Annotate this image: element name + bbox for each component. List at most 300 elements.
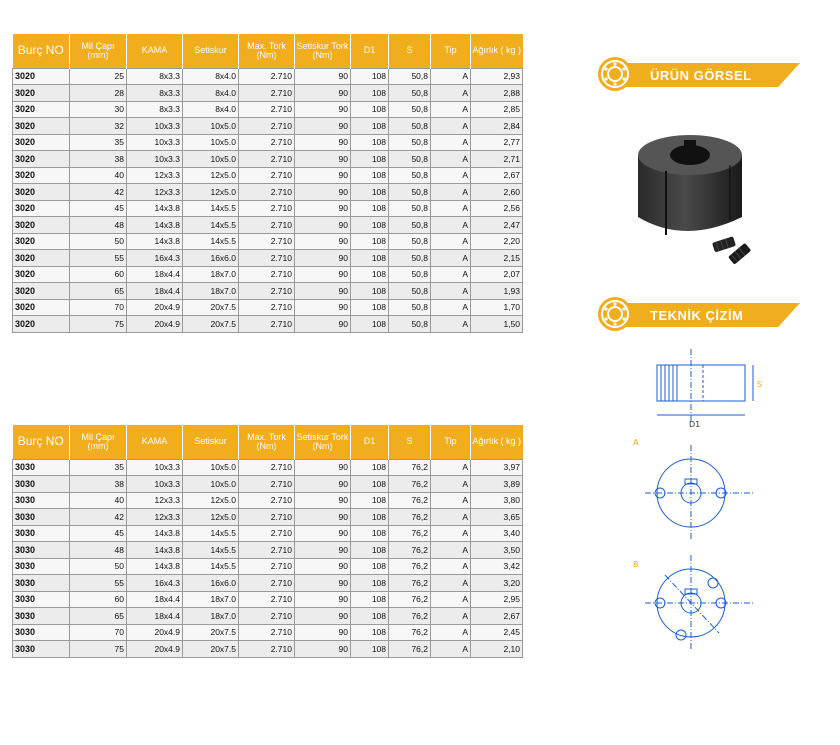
table-cell: 14x3.8 (127, 217, 183, 234)
table-cell: 16x6.0 (183, 250, 239, 267)
table-cell: 1,93 (471, 283, 523, 300)
table-cell: 2.710 (239, 316, 295, 333)
table-cell: 25 (70, 68, 127, 85)
table-cell: A (431, 591, 471, 608)
table-cell: 2.710 (239, 68, 295, 85)
table-cell: 50,8 (389, 167, 431, 184)
table-cell: 3020 (13, 217, 70, 234)
table-cell: 3,50 (471, 542, 523, 559)
table-cell: A (431, 250, 471, 267)
table-cell: 50,8 (389, 118, 431, 135)
table-row (13, 250, 523, 267)
table-cell: 14x3.8 (127, 525, 183, 542)
table-cell: 12x3.3 (127, 509, 183, 526)
table-cell: 38 (70, 151, 127, 168)
table-row (13, 118, 523, 135)
table-cell: 12x3.3 (127, 184, 183, 201)
table-cell: 20x4.9 (127, 624, 183, 641)
table-row (13, 200, 523, 217)
table-cell: 38 (70, 476, 127, 493)
table-cell: 108 (351, 85, 389, 102)
table-cell: 90 (295, 266, 351, 283)
table-cell: 20x7.5 (183, 641, 239, 658)
table-cell: 108 (351, 118, 389, 135)
table-cell: 76,2 (389, 492, 431, 509)
table-cell: 90 (295, 151, 351, 168)
table-body (13, 68, 523, 332)
table-cell: 2.710 (239, 184, 295, 201)
table-cell: 2.710 (239, 591, 295, 608)
table-cell: 90 (295, 492, 351, 509)
table-cell: 3,80 (471, 492, 523, 509)
table-cell: 1,50 (471, 316, 523, 333)
table-cell: 50,8 (389, 217, 431, 234)
table-row (13, 608, 523, 625)
table-cell: 75 (70, 641, 127, 658)
table-cell: 3,42 (471, 558, 523, 575)
table-cell: 76,2 (389, 608, 431, 625)
table-cell: 14x5.5 (183, 542, 239, 559)
table-cell: 3020 (13, 299, 70, 316)
table-cell: 90 (295, 299, 351, 316)
table-cell: 90 (295, 250, 351, 267)
table-cell: 108 (351, 624, 389, 641)
table-cell: 14x5.5 (183, 200, 239, 217)
table-cell: 108 (351, 233, 389, 250)
table-cell: 2.710 (239, 266, 295, 283)
table-row (13, 558, 523, 575)
table-cell: 90 (295, 641, 351, 658)
table-cell: A (431, 476, 471, 493)
table-cell: 50,8 (389, 200, 431, 217)
table-cell: 2,71 (471, 151, 523, 168)
table-cell: 76,2 (389, 641, 431, 658)
table-cell: 12x5.0 (183, 184, 239, 201)
table-cell: 90 (295, 459, 351, 476)
table-cell: 10x3.3 (127, 476, 183, 493)
table-cell: 76,2 (389, 624, 431, 641)
column-header: Tip (431, 34, 471, 68)
table-cell: 48 (70, 217, 127, 234)
table-row (13, 492, 523, 509)
column-header: KAMA (127, 425, 183, 459)
table-cell: 3020 (13, 151, 70, 168)
table-cell: A (431, 575, 471, 592)
table-cell: 3,65 (471, 509, 523, 526)
table-cell: 3030 (13, 624, 70, 641)
table-cell: 55 (70, 575, 127, 592)
table-cell: 2,95 (471, 591, 523, 608)
table-row (13, 509, 523, 526)
table-cell: 108 (351, 134, 389, 151)
table-cell: 90 (295, 542, 351, 559)
table-cell: A (431, 459, 471, 476)
table-cell: 18x4.4 (127, 266, 183, 283)
product-table-3030 (12, 425, 523, 658)
table-cell: 10x5.0 (183, 151, 239, 168)
table-cell: 2.710 (239, 525, 295, 542)
technical-drawing (625, 343, 775, 653)
table-cell: 3030 (13, 608, 70, 625)
table-cell: 45 (70, 200, 127, 217)
table-cell: A (431, 200, 471, 217)
column-header: Setiskur Tork (Nm) (295, 425, 351, 459)
table-cell: 108 (351, 641, 389, 658)
table-cell: 16x4.3 (127, 250, 183, 267)
table-cell: 14x3.8 (127, 542, 183, 559)
bearing-icon (598, 57, 632, 91)
column-header: D1 (351, 34, 389, 68)
column-header: KAMA (127, 34, 183, 68)
table-cell: 3030 (13, 476, 70, 493)
table-cell: 108 (351, 167, 389, 184)
table-cell: 16x4.3 (127, 575, 183, 592)
table-cell: 20x4.9 (127, 641, 183, 658)
table-cell: A (431, 151, 471, 168)
table-cell: 42 (70, 509, 127, 526)
table-cell: 3030 (13, 575, 70, 592)
table-cell: 3020 (13, 134, 70, 151)
d1-label: D1 (689, 420, 701, 429)
bearing-icon (598, 297, 632, 331)
table-cell: 35 (70, 459, 127, 476)
table-cell: 76,2 (389, 509, 431, 526)
table-cell: 2,67 (471, 167, 523, 184)
table-cell: 20x7.5 (183, 316, 239, 333)
table-cell: A (431, 316, 471, 333)
table-cell: 76,2 (389, 575, 431, 592)
table-cell: 108 (351, 283, 389, 300)
view-b-label: B (633, 560, 639, 569)
table-cell: 76,2 (389, 525, 431, 542)
table-cell: 108 (351, 542, 389, 559)
table-cell: 2.710 (239, 85, 295, 102)
table-cell: 14x5.5 (183, 233, 239, 250)
table-cell: 2,10 (471, 641, 523, 658)
table-cell: 3030 (13, 558, 70, 575)
table-cell: 2.710 (239, 476, 295, 493)
table-cell: 2,15 (471, 250, 523, 267)
column-header: Burç NO (13, 425, 70, 459)
table-cell: 90 (295, 167, 351, 184)
table-cell: 3020 (13, 200, 70, 217)
table-cell: 50,8 (389, 250, 431, 267)
table-cell: 28 (70, 85, 127, 102)
table-cell: 18x4.4 (127, 608, 183, 625)
table-cell: A (431, 266, 471, 283)
table-cell: 108 (351, 184, 389, 201)
table-cell: 40 (70, 167, 127, 184)
table-cell: 10x5.0 (183, 134, 239, 151)
table-cell: A (431, 608, 471, 625)
table-cell: 3020 (13, 167, 70, 184)
table-cell: 35 (70, 134, 127, 151)
table-cell: 30 (70, 101, 127, 118)
s-label: S (757, 380, 763, 389)
table-row (13, 459, 523, 476)
table-header-row (13, 34, 523, 68)
table-cell: 50,8 (389, 283, 431, 300)
table-cell: 108 (351, 591, 389, 608)
table-cell: 90 (295, 85, 351, 102)
table-cell: 10x5.0 (183, 118, 239, 135)
table-cell: 2.710 (239, 250, 295, 267)
table-cell: 8x4.0 (183, 85, 239, 102)
table-row (13, 299, 523, 316)
table-cell: 65 (70, 283, 127, 300)
table-cell: 50 (70, 558, 127, 575)
table-cell: 2,45 (471, 624, 523, 641)
table-cell: 12x3.3 (127, 492, 183, 509)
table-cell: 10x3.3 (127, 151, 183, 168)
table-cell: 8x4.0 (183, 68, 239, 85)
column-header: S (389, 425, 431, 459)
table-cell: 18x7.0 (183, 608, 239, 625)
table-row (13, 217, 523, 234)
table-cell: 10x3.3 (127, 134, 183, 151)
table-cell: A (431, 68, 471, 85)
table-cell: 40 (70, 492, 127, 509)
table-cell: 3020 (13, 85, 70, 102)
table-body (13, 459, 523, 657)
column-header: Mil Çapı (mm) (70, 34, 127, 68)
table-cell: 70 (70, 624, 127, 641)
table-cell: 90 (295, 591, 351, 608)
table-cell: 3020 (13, 184, 70, 201)
table-cell: 50,8 (389, 134, 431, 151)
table-cell: 8x3.3 (127, 68, 183, 85)
table-cell: 2,56 (471, 200, 523, 217)
table-cell: 3020 (13, 101, 70, 118)
table-cell: 50,8 (389, 299, 431, 316)
table-cell: 3,89 (471, 476, 523, 493)
table-cell: 2.710 (239, 492, 295, 509)
table-cell: A (431, 492, 471, 509)
table-row (13, 151, 523, 168)
table-cell: 50,8 (389, 85, 431, 102)
table-cell: 3,97 (471, 459, 523, 476)
table-cell: 90 (295, 624, 351, 641)
table-cell: 90 (295, 316, 351, 333)
table-cell: 2.710 (239, 558, 295, 575)
table-cell: 108 (351, 575, 389, 592)
column-header: Mil Çapı (mm) (70, 425, 127, 459)
table-cell: 18x7.0 (183, 283, 239, 300)
table-cell: 14x5.5 (183, 558, 239, 575)
table-row (13, 591, 523, 608)
table-cell: 76,2 (389, 558, 431, 575)
table-cell: 2,67 (471, 608, 523, 625)
table-cell: A (431, 558, 471, 575)
table-cell: 76,2 (389, 542, 431, 559)
table-cell: A (431, 85, 471, 102)
table-row (13, 68, 523, 85)
table-cell: 3030 (13, 542, 70, 559)
table-cell: 108 (351, 608, 389, 625)
table-cell: 12x5.0 (183, 492, 239, 509)
table-cell: 2.710 (239, 134, 295, 151)
table-cell: A (431, 509, 471, 526)
table-cell: 70 (70, 299, 127, 316)
table-cell: 2.710 (239, 217, 295, 234)
table-cell: 8x3.3 (127, 85, 183, 102)
product-table-3020 (12, 34, 523, 333)
table-row (13, 266, 523, 283)
table-cell: A (431, 641, 471, 658)
table-cell: 8x4.0 (183, 101, 239, 118)
table-cell: 50,8 (389, 68, 431, 85)
table-cell: 3030 (13, 591, 70, 608)
table-cell: 65 (70, 608, 127, 625)
table-cell: 2.710 (239, 608, 295, 625)
column-header: Ağırlık ( kg ) (471, 425, 523, 459)
table-cell: 90 (295, 68, 351, 85)
table-cell: 48 (70, 542, 127, 559)
table-cell: 2.710 (239, 299, 295, 316)
table-cell: 90 (295, 525, 351, 542)
table-cell: 50,8 (389, 184, 431, 201)
table-cell: A (431, 101, 471, 118)
table-cell: 108 (351, 525, 389, 542)
table-cell: 3020 (13, 250, 70, 267)
column-header: Setiskur Tork (Nm) (295, 34, 351, 68)
table-cell: 2.710 (239, 509, 295, 526)
table-cell: 3,40 (471, 525, 523, 542)
table-cell: 16x6.0 (183, 575, 239, 592)
table-cell: 108 (351, 101, 389, 118)
table-cell: 42 (70, 184, 127, 201)
product-image-banner (598, 57, 803, 91)
table-cell: 3020 (13, 68, 70, 85)
table-cell: A (431, 134, 471, 151)
table-cell: 20x4.9 (127, 299, 183, 316)
table-cell: 20x4.9 (127, 316, 183, 333)
table-cell: 108 (351, 266, 389, 283)
table-cell: 108 (351, 316, 389, 333)
table-cell: A (431, 184, 471, 201)
table-cell: 90 (295, 217, 351, 234)
table-row (13, 184, 523, 201)
table-cell: 108 (351, 476, 389, 493)
table-cell: A (431, 217, 471, 234)
table-row (13, 134, 523, 151)
table-cell: 108 (351, 68, 389, 85)
table-cell: 2,60 (471, 184, 523, 201)
table-cell: 3,20 (471, 575, 523, 592)
table-cell: 108 (351, 492, 389, 509)
view-a-label: A (633, 438, 639, 447)
table-cell: 10x5.0 (183, 476, 239, 493)
table-cell: 108 (351, 558, 389, 575)
table-cell: 76,2 (389, 591, 431, 608)
table-cell: 50 (70, 233, 127, 250)
table-cell: 14x5.5 (183, 217, 239, 234)
table-cell: 45 (70, 525, 127, 542)
table-header-row (13, 425, 523, 459)
column-header: Max. Tork (Nm) (239, 425, 295, 459)
table-cell: 2,84 (471, 118, 523, 135)
table-cell: 90 (295, 608, 351, 625)
table-cell: 14x3.8 (127, 200, 183, 217)
table-cell: 90 (295, 118, 351, 135)
table-cell: 3030 (13, 641, 70, 658)
table-row (13, 624, 523, 641)
table-cell: 108 (351, 200, 389, 217)
table-cell: 2.710 (239, 200, 295, 217)
table-cell: 2.710 (239, 233, 295, 250)
table-cell: 12x3.3 (127, 167, 183, 184)
table-cell: 2,88 (471, 85, 523, 102)
table-cell: 20x7.5 (183, 624, 239, 641)
column-header: Setiskur (183, 425, 239, 459)
table-cell: 3030 (13, 492, 70, 509)
table-cell: 3020 (13, 233, 70, 250)
table-cell: 18x7.0 (183, 266, 239, 283)
table-cell: 75 (70, 316, 127, 333)
table-cell: 108 (351, 250, 389, 267)
table-cell: 50,8 (389, 316, 431, 333)
banner-title: ÜRÜN GÖRSEL (650, 68, 752, 83)
table-cell: 12x5.0 (183, 509, 239, 526)
taper-bush-photo (630, 125, 760, 280)
table-cell: 76,2 (389, 459, 431, 476)
table-cell: 2.710 (239, 101, 295, 118)
table-row (13, 525, 523, 542)
table-cell: 2.710 (239, 542, 295, 559)
column-header: Max. Tork (Nm) (239, 34, 295, 68)
table-cell: A (431, 624, 471, 641)
table-row (13, 575, 523, 592)
table-cell: 108 (351, 217, 389, 234)
table-cell: 2.710 (239, 151, 295, 168)
table-cell: 90 (295, 233, 351, 250)
banner-title: TEKNİK ÇİZİM (650, 308, 744, 323)
table-cell: 2.710 (239, 624, 295, 641)
table-cell: A (431, 283, 471, 300)
table-cell: 50,8 (389, 233, 431, 250)
column-header: D1 (351, 425, 389, 459)
table-cell: 90 (295, 200, 351, 217)
table-cell: 14x5.5 (183, 525, 239, 542)
table-row (13, 316, 523, 333)
table-cell: 50,8 (389, 101, 431, 118)
table-cell: 2,93 (471, 68, 523, 85)
table-cell: 90 (295, 558, 351, 575)
table-cell: 2.710 (239, 575, 295, 592)
table-cell: 10x3.3 (127, 459, 183, 476)
table-cell: 76,2 (389, 476, 431, 493)
column-header: Ağırlık ( kg ) (471, 34, 523, 68)
table-cell: 2,20 (471, 233, 523, 250)
table-cell: 3030 (13, 509, 70, 526)
table-row (13, 167, 523, 184)
table-cell: 2,77 (471, 134, 523, 151)
table-row (13, 85, 523, 102)
table-cell: 2.710 (239, 641, 295, 658)
table-cell: 90 (295, 509, 351, 526)
table-cell: A (431, 299, 471, 316)
table-row (13, 101, 523, 118)
table-cell: 18x4.4 (127, 283, 183, 300)
column-header: Burç NO (13, 34, 70, 68)
table-cell: 3020 (13, 283, 70, 300)
table-cell: 108 (351, 459, 389, 476)
table-cell: 14x3.8 (127, 233, 183, 250)
table-cell: 18x4.4 (127, 591, 183, 608)
table-cell: A (431, 542, 471, 559)
table-cell: 55 (70, 250, 127, 267)
table-cell: 108 (351, 151, 389, 168)
